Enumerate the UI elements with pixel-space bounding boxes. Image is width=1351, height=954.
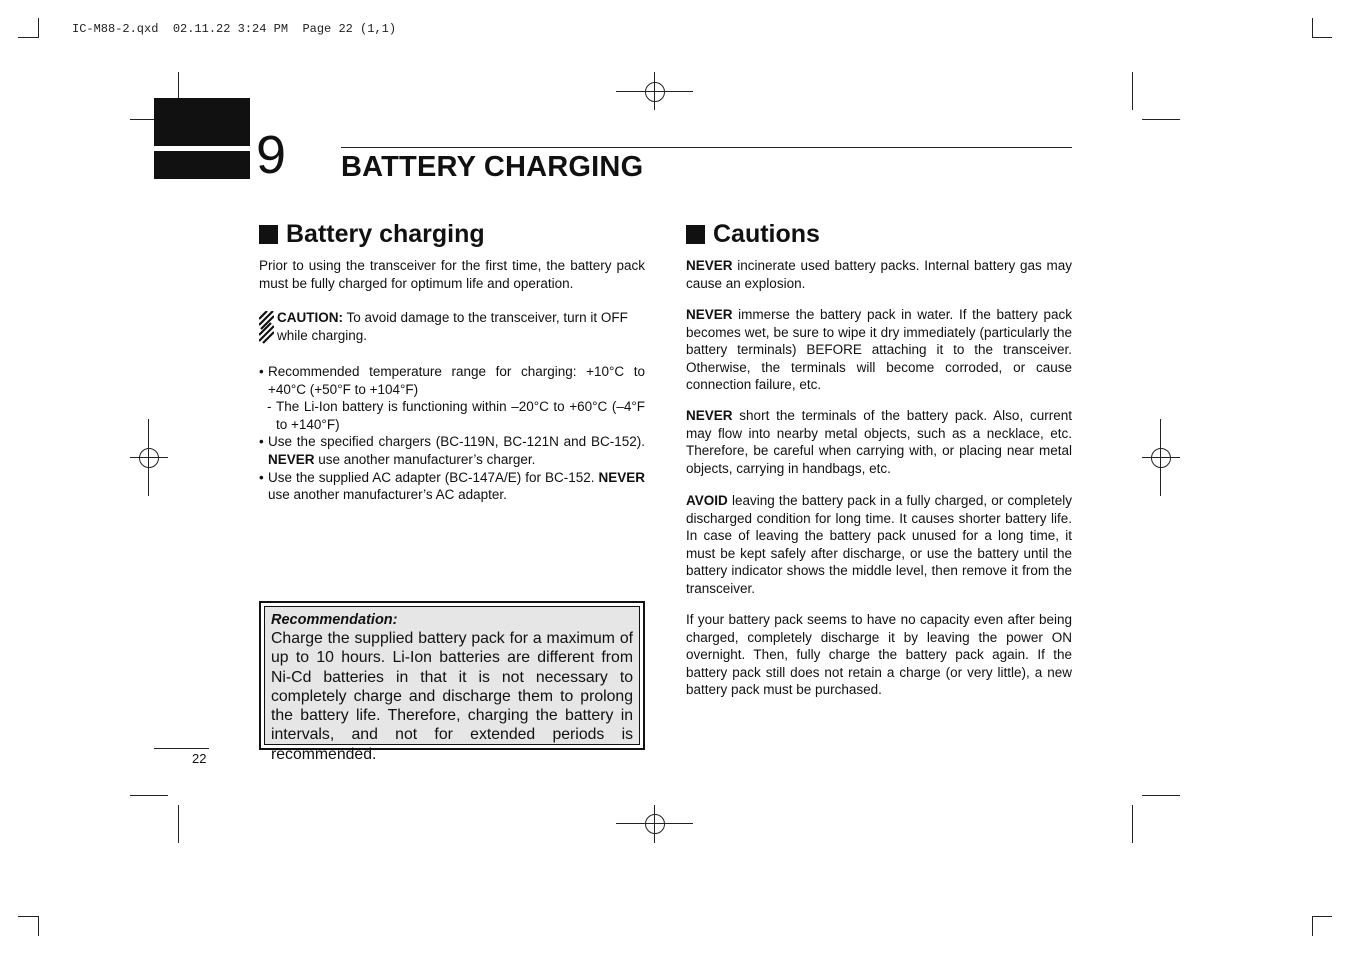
caution-paragraph xyxy=(686,407,1072,477)
chapter-rule xyxy=(341,147,1072,148)
registration-line xyxy=(130,457,168,458)
recommendation-box xyxy=(259,601,645,763)
page-number: 22 xyxy=(192,751,207,766)
registration-mark-icon xyxy=(645,814,665,834)
trim-mark xyxy=(1132,72,1133,110)
crop-mark xyxy=(38,916,39,936)
crop-mark xyxy=(18,916,38,917)
caution-paragraph-text: If your battery pack seems to have no capacity even after being charged, completely discharge it by leaving the power ON overnight. Then, fully charge the battery pack again. If the battery pack still does not retain a charge (or very little), a new battery pack must be purchased. xyxy=(686,612,1072,698)
trim-mark xyxy=(130,795,168,796)
chapter-tab-block xyxy=(154,98,250,146)
list-item: • Recommended temperature range for charging: +10°C to +40°C (+50°F to +104°F) xyxy=(259,364,645,397)
bullet-text: Use the supplied AC adapter (BC-147A/E) for BC-152. xyxy=(268,469,599,485)
crop-mark xyxy=(1312,916,1313,936)
crop-mark xyxy=(38,18,39,38)
caution-paragraph-text: immerse the battery pack in water. If the battery pack becomes wet, be sure to wipe it dry immediately (particularly the battery terminals) BEFORE attaching it to the transceiver. Otherwise, the terminals will become corroded, or cause connection failure, etc. xyxy=(686,307,1072,393)
registration-line xyxy=(654,805,655,843)
caution-paragraph-text: short the terminals of the battery pack. Also, current may flow into nearby metal objects, such as a necklace, etc. Therefore, be careful when carrying with, or placing near metal objects, carrying in handbags, etc. xyxy=(686,408,1072,476)
intro-paragraph: Prior to using the transceiver for the first time, the battery pack must be fully charged for optimum life and operation. xyxy=(259,258,645,291)
registration-line xyxy=(148,419,149,496)
registration-line xyxy=(654,72,655,110)
caution-paragraph xyxy=(686,492,1072,598)
caution-keyword: NEVER xyxy=(686,307,733,322)
trim-mark xyxy=(1142,795,1180,796)
crop-mark xyxy=(1312,18,1313,38)
registration-line xyxy=(1160,419,1161,496)
caution-keyword: AVOID xyxy=(686,493,728,508)
sub-list-item: - The Li-Ion battery is functioning within –20°C to +60°C (–4°F to +140°F) xyxy=(267,399,645,432)
registration-mark-icon xyxy=(645,82,665,102)
trim-mark xyxy=(178,805,179,843)
caution-paragraph xyxy=(686,257,1072,292)
crop-mark xyxy=(18,37,38,38)
page-number-rule xyxy=(154,748,209,749)
crop-mark xyxy=(1312,916,1332,917)
file-slug: IC-M88-2.qxd 02.11.22 3:24 PM Page 22 (1,1) xyxy=(72,22,397,36)
chapter-tab-block xyxy=(154,151,250,179)
square-bullet-icon xyxy=(259,225,278,244)
caution-paragraph xyxy=(686,611,1072,699)
sub-bullet-text: The Li-Ion battery is functioning within –20°C to +60°C (–4°F to +140°F) xyxy=(276,399,645,432)
caution-paragraph-text: incinerate used battery packs. Internal battery gas may cause an explosion. xyxy=(686,258,1072,291)
section-heading-text: Cautions xyxy=(713,220,820,248)
section-heading-cautions xyxy=(686,220,1072,249)
caution-keyword: NEVER xyxy=(686,408,733,423)
caution-text xyxy=(277,309,645,345)
registration-line xyxy=(1142,457,1180,458)
caution-keyword: NEVER xyxy=(686,258,733,273)
list-item: • Use the specified chargers (BC-119N, BC-121N and BC-152). NEVER use another manufacturer’s charger. xyxy=(259,434,645,467)
registration-mark-icon xyxy=(1151,448,1171,468)
list-item: • Use the supplied AC adapter (BC-147A/E) for BC-152. NEVER use another manufacturer’s AC adapter. xyxy=(259,469,645,503)
caution-hatch-icon xyxy=(259,311,274,345)
section-heading-battery-charging xyxy=(259,220,645,249)
bullet-text: Use the specified chargers (BC-119N, BC-121N and BC-152). xyxy=(268,434,645,450)
recommendation-body: Charge the supplied battery pack for a maximum of up to 10 hours. Li-Ion batteries are different from Ni-Cd batteries in that it is not necessary to completely charge and discharge them to prolong the battery life. Therefore, charging the battery in intervals, and not for extended periods is recommended. xyxy=(271,630,633,763)
caution-note xyxy=(259,309,645,345)
bullet-text: Recommended temperature range for charging: +10°C to +40°C (+50°F to +104°F) xyxy=(268,364,645,397)
section-heading-text: Battery charging xyxy=(286,220,485,248)
caution-paragraph xyxy=(686,306,1072,394)
bullet-tail: use another manufacturer’s AC adapter. xyxy=(268,487,507,503)
recommendation-title: Recommendation: xyxy=(271,612,398,628)
caution-body: To avoid damage to the transceiver, turn it OFF while charging. xyxy=(277,310,628,343)
crop-mark xyxy=(1312,37,1332,38)
chapter-title: BATTERY CHARGING xyxy=(341,151,644,183)
trim-mark xyxy=(1142,119,1180,120)
square-bullet-icon xyxy=(686,225,705,244)
registration-mark-icon xyxy=(139,448,159,468)
bullet-strong: NEVER xyxy=(598,469,645,485)
trim-mark xyxy=(1132,805,1133,843)
bullet-list xyxy=(259,363,645,504)
bullet-tail: use another manufacturer’s charger. xyxy=(314,451,536,467)
bullet-strong: NEVER xyxy=(268,451,315,467)
caution-paragraph-text: leaving the battery pack in a fully charged, or completely discharged condition for long time. It causes shorter battery life. In case of leaving the battery pack unused for a long time, it must be kept safely after discharge, or use the battery until the battery indicator shows the middle level, then remove it from the transceiver. xyxy=(686,493,1072,596)
caution-label: CAUTION: xyxy=(277,310,343,325)
chapter-number: 9 xyxy=(256,125,287,185)
